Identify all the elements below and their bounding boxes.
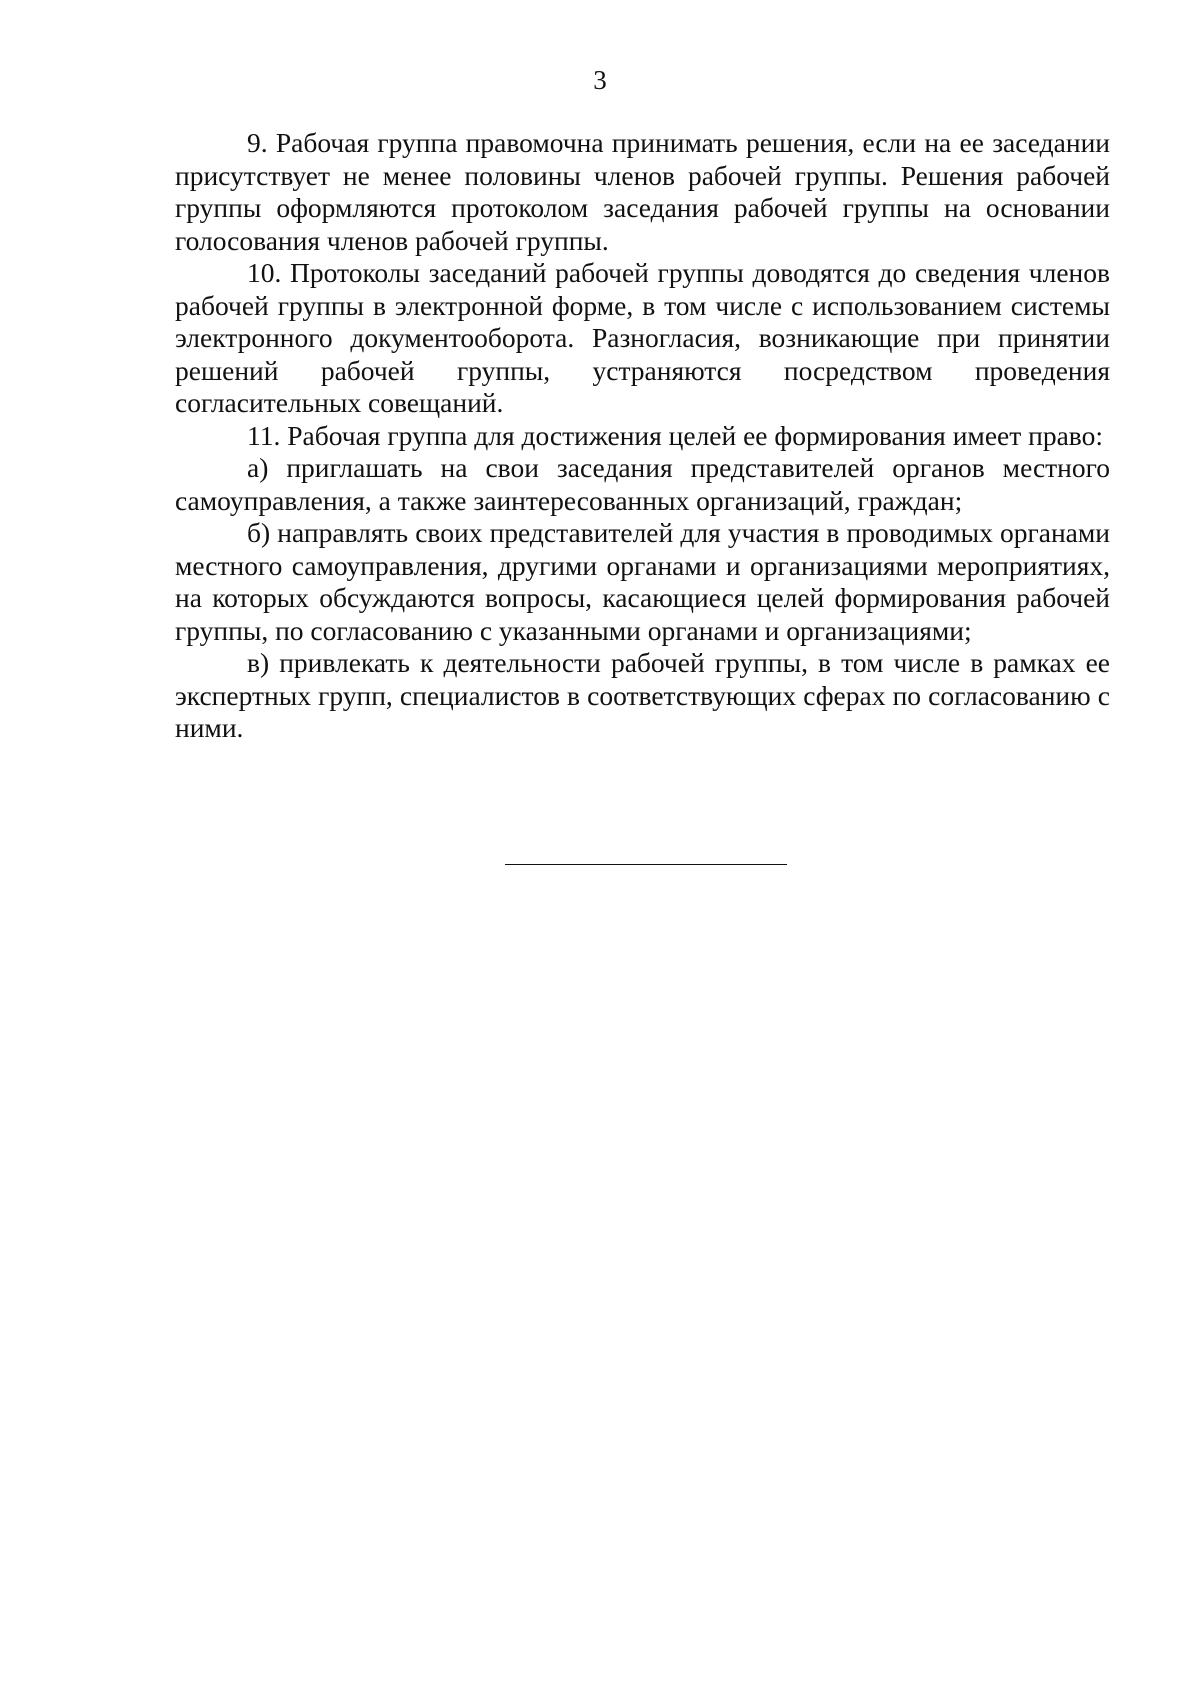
paragraph-11-item-a: а) приглашать на свои заседания представителей органов местного самоуправления, а также заинтересованных организаций, граждан; [175,452,1110,516]
paragraph-11-item-b: б) направлять своих представителей для участия в проводимых органами местного самоуправления, другими органами и организациями мероприятиях, на которых обсуждаются вопросы, касающиеся целей формирования рабочей группы, по согласованию с указанными органами и организациями; [175,517,1110,646]
paragraph-9: 9. Рабочая группа правомочна принимать решения, если на ее заседании присутствует не менее половины членов рабочей группы. Решения рабочей группы оформляются протоколом заседания рабочей группы на основании голосования членов рабочей группы. [175,127,1110,256]
paragraph-11: 11. Рабочая группа для достижения целей ее формирования имеет право: [247,419,1103,451]
page-number: 3 [593,65,607,95]
closing-separator-line [505,864,787,865]
document-body [175,127,1110,745]
paragraph-11-item-c: в) привлекать к деятельности рабочей группы, в том числе в рамках ее экспертных групп, специалистов в соответствующих сферах по согласованию с ними. [175,647,1110,743]
paragraph-10: 10. Протоколы заседаний рабочей группы доводятся до сведения членов рабочей группы в электронной форме, в том числе с использованием системы электронного документооборота. Разногласия, возникающие при принятии решений рабочей группы, устраняются посредством проведения согласительных совещаний. [175,257,1110,418]
